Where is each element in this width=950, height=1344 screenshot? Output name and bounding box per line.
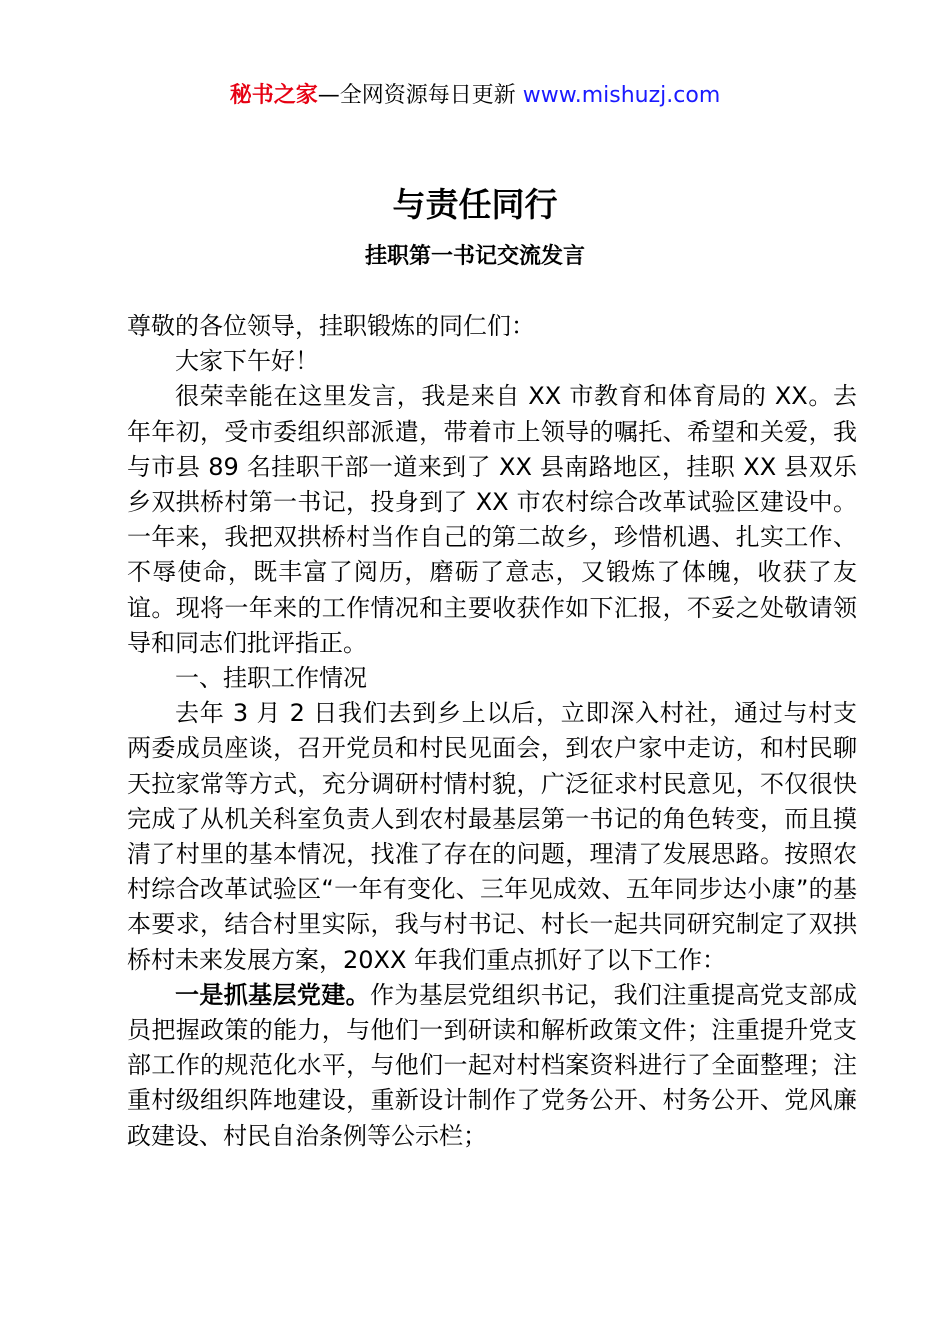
document-subtitle: 挂职第一书记交流发言: [364, 244, 585, 269]
paragraph-party-body: 作为基层党组织书记，我们注重提高党支部成员把握政策的能力，与他们一到研读和解析政策文件；注重提升党支部工作的规范化水平，与他们一起对村档案资料进行了全面整理；注重村级组织阵地建设，重新设计制作了党务公开、村务公开、党风廉政建设、村民自治条例等公示栏；: [127, 980, 858, 1150]
site-url-link[interactable]: www.mishuzj.com: [522, 83, 721, 108]
site-tagline: —全网资源每日更新: [317, 83, 523, 108]
paragraph-work-overview: 去年 3 月 2 日我们去到乡上以后，立即深入村社，通过与村支两委成员座谈，召开党员和村民见面会，到农户家中走访，和村民聊天拉家常等方式，充分调研村情村貌，广泛征求村民意见，不仅很快完成了从机关科室负责人到农村最基层第一书记的角色转变，而且摸清了村里的基本情况，找准了存在的问题，理清了发展思路。按照农村综合改革试验区“一年有变化、三年见成效、五年同步达小康”的基本要求，结合村里实际，我与村书记、村长一起共同研究制定了双拱桥村未来发展方案，20XX 年我们重点抓好了以下工作：: [127, 699, 857, 974]
site-brand: 秘书之家: [229, 83, 318, 108]
paragraph-party-building: [127, 978, 857, 1154]
document-body: [127, 309, 857, 1154]
paragraph-party-lead: 一是抓基层党建。: [175, 980, 370, 1009]
paragraph-intro: 很荣幸能在这里发言，我是来自 XX 市教育和体育局的 XX。去年年初，受市委组织部派遣，带着市上领导的嘱托、希望和关爱，我与市县 89 名挂职干部一道来到了 XX 县南路地区，挂职 XX 县双乐乡双拱桥村第一书记，投身到了 XX 市农村综合改革试验区建设中。一年来，我把双拱桥村当作自己的第二故乡，珍惜机遇、扎实工作、不辱使命，既丰富了阅历，磨砺了意志，又锻炼了体魄，收获了友谊。现将一年来的工作情况和主要收获作如下汇报，不妥之处敬请领导和同志们批评指正。: [127, 382, 857, 657]
section-heading-1: 一、挂职工作情况: [175, 664, 367, 693]
salutation: 尊敬的各位领导，挂职锻炼的同仁们：: [127, 312, 535, 340]
greeting: 大家下午好！: [175, 347, 319, 376]
document-title: 与责任同行: [392, 185, 558, 224]
site-header: [0, 80, 950, 112]
